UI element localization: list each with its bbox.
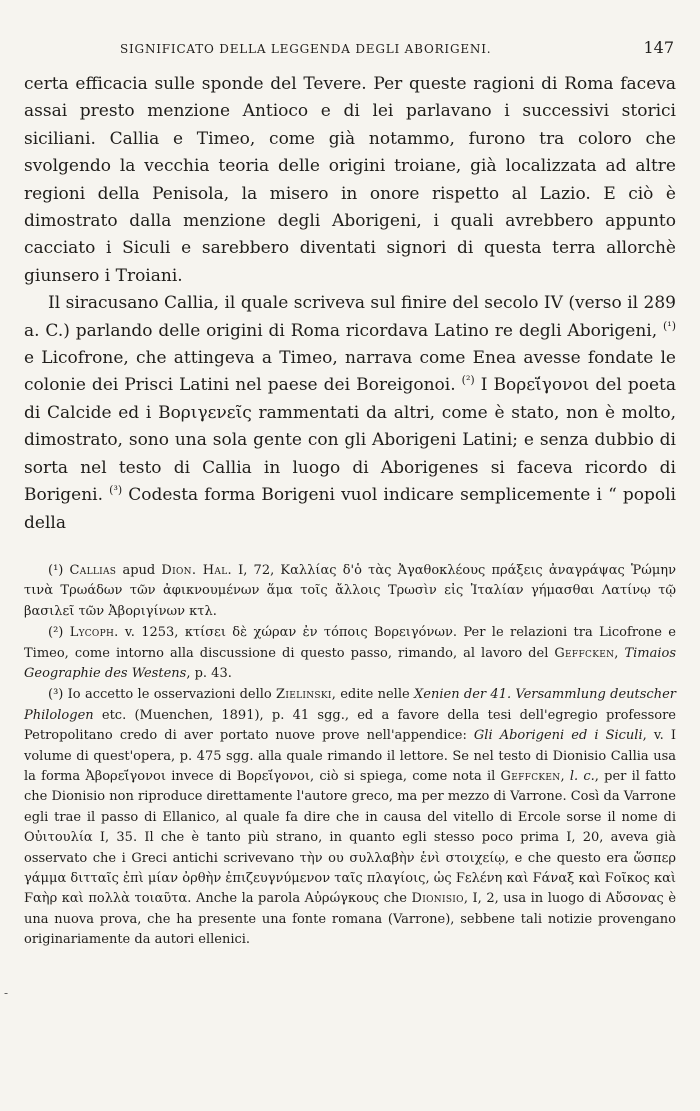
footnote-3-greek-5: ὥσπερ γάμμα διτταῖς ἐπὶ μίαν ὀρθὴν ἐπιζευγνύμενον ταῖς πλαγίοις, ὡς Ϝελένη καὶ Ϝάναξ καὶ Ϝοῖκος καὶ Ϝαὴρ καὶ πολλὰ τοιαῦτα.: [24, 850, 676, 907]
footnote-ref-3: (³): [109, 483, 123, 497]
footnote-3-greek-4: τὴν ου συλλαβὴν ἑνὶ στοιχείῳ: [299, 850, 505, 866]
footnote-3-author-1: Zielinski: [276, 687, 332, 703]
footnote-1-text-2: I, 72,: [231, 562, 281, 578]
footnote-2-author: Geffcken: [554, 645, 615, 661]
paragraph-2-text-1: Il siracusano Callia, il quale scriveva sul finire del secolo IV (verso il 289 a. C.) parlando delle origini di Roma ricordava Latino re degli Aborigeni,: [24, 293, 676, 341]
paragraph-2-text-6: Codesta forma Borigeni vuol indicare semplicemente i “ popoli della: [24, 485, 676, 533]
main-text: [24, 71, 676, 537]
greek-term-borigeneis: Βοριγενεῖς: [158, 402, 252, 423]
page-number: 147: [643, 38, 674, 57]
paragraph-1: certa efficacia sulle sponde del Tevere. Per queste ragioni di Roma faceva assai presto menzione Antioco e di lei parlavano i successivi storici siciliani. Callia e Timeo, come già notammo, furono tra coloro che svolgendo la vecchia teoria delle origini troiane, già localizzata ad altre regioni della Penisola, la misero in onore rispetto al Lazio. E ciò è dimostrato dalla menzione degli Aborigeni, i quali avrebbero appunto cacciato i Siculi e sarebbero diventati signori di questa terra allorchè giunsero i Troiani.: [24, 74, 676, 286]
footnote-ref-2: (²): [461, 373, 475, 387]
paragraph-2: [24, 290, 676, 537]
footnote-1-source: Dion. Hal.: [161, 562, 232, 578]
footnote-3: [24, 685, 676, 950]
footnote-3-mark: (³): [48, 687, 64, 703]
footnote-3-text-13: , I, 2, usa in luogo di: [463, 891, 606, 907]
footnote-ref-1: (¹): [663, 319, 676, 332]
footnotes: [24, 561, 676, 951]
paragraph-2-text-2: e Licofrone, che attingeva a Timeo, narrava come Enea avesse fondate le colonie dei Prisci Latini nel paese dei Boreigonoi.: [24, 348, 676, 396]
footnote-2-text-3: ,: [614, 645, 625, 661]
footnote-3-text-8: , per il fatto che Dionisio non riproduce direttamente l'autore greco, ma per mezzo di Varrone. Così da Varrone egli trae il passo di Ellanico, al quale fa dire che in causa del vitello di Ercole sorse il nome di: [24, 768, 677, 825]
footnote-3-title-2: Gli Aborigeni ed i Siculi: [473, 728, 643, 744]
footnote-2-source: Lycoph.: [69, 625, 119, 641]
footnote-3-text-4: , v. I volume di quest'opera, p. 475 sgg. alla quale rimando il lettore. Se nel testo di Dionisio Callia usa la forma: [24, 728, 676, 784]
footnote-3-text-9: I, 35. Il che è tanto più strano, in quanto egli stesso poco prima I, 20, aveva già osservato che i Greci antichi scrivevano: [24, 830, 676, 866]
footnote-1-mark: (¹): [48, 562, 64, 578]
footnote-3-greek-7: Αὔσονας: [605, 891, 664, 907]
footnote-1-author: Callias: [69, 562, 117, 578]
running-title: SIGNIFICATO DELLA LEGGENDA DEGLI ABORIGENI.: [120, 42, 492, 56]
footnote-1-greek: Καλλίας δ'ὁ τὰς Ἀγαθοκλέους πράξεις ἀναγράψας Ῥώμην τινὰ Τρωάδων τῶν ἀφικνουμένων ἅμα τοῖς ἄλλοις Τρωσὶν εἰς Ἰταλίαν γήμασθαι Λατίνῳ τῷ βασιλεῖ τῶν Ἀβοριγίνων κτλ.: [24, 562, 676, 619]
footnote-3-greek-6: Αὐρώγκους: [304, 891, 380, 907]
footnote-2-title: Timaios Geographie des Westens: [24, 645, 676, 681]
footnote-3-title-1: Xenien der 41. Versammlung deutscher Philologen: [24, 687, 676, 723]
footnote-3-title-3: l. c.: [569, 768, 595, 784]
footnote-3-text-3: etc. (Muenchen, 1891), p. 41 sgg., ed a favore della tesi dell'egregio professore Petropolitano credo di aver portato nuove prove nell'appendice:: [24, 707, 676, 744]
footnote-3-text-1: Io accetto le osservazioni dello: [63, 687, 277, 703]
footnote-3-text-5: invece di: [165, 768, 237, 784]
paragraph-2-text-3: I: [474, 375, 494, 396]
footnote-2-greek: κτίσει δὲ χώραν ἐν τόποις Βορειγόνων.: [184, 625, 457, 641]
footnote-3-greek-1: Ἀβορεί̈γονοι: [85, 768, 166, 784]
footnote-2-text-1: v. 1253,: [118, 625, 185, 641]
footnote-3-text-2: , edite nelle: [331, 687, 415, 703]
footnote-1: [24, 561, 676, 622]
footnote-3-author-2: Geffcken: [500, 768, 561, 784]
footnote-3-greek-2: Βορεί̈γονοι: [236, 768, 310, 784]
footnote-1-text-1: apud: [116, 562, 162, 578]
margin-mark: -: [4, 986, 9, 1000]
greek-term-boreigonoi: Βορεί̈γονοι: [493, 375, 590, 396]
footnote-2: [24, 623, 676, 684]
paragraph-2-text-5: rammentati da altri, come è stato, non è molto, dimostrato, sono una sola gente con gli Aborigeni Latini; e senza dubbio di sorta nel testo di Callia in luogo di Aborigenes si faceva ricordo di Borigeni.: [24, 402, 677, 506]
footnote-2-mark: (²): [48, 625, 64, 641]
footnote-2-text-4: , p. 43.: [186, 665, 232, 681]
page-header: [120, 38, 674, 57]
footnote-2-text-2: Per le relazioni tra Licofrone e Timeo, come intorno alla discussione di questo passo, rimando, al lavoro del: [24, 625, 676, 661]
footnote-3-text-11: Anche la parola: [191, 891, 305, 907]
footnote-3-text-7: ,: [560, 768, 570, 784]
footnote-3-text-14: è una nuova prova, che ha presente una fonte romana (Varrone), sebbene tali notizie provengano originariamente da autori ellenici.: [24, 891, 677, 948]
footnote-3-author-3: Dionisio: [411, 891, 464, 907]
footnote-3-text-6: , ciò si spiega, come nota il: [309, 768, 501, 784]
footnote-3-greek-3: Οὐιτουλία: [24, 830, 93, 846]
paragraph-2-text-4: del poeta di Calcide ed i: [24, 375, 676, 423]
footnote-3-text-12: che: [379, 891, 412, 907]
footnote-3-text-10: , e che questo era: [504, 850, 634, 866]
